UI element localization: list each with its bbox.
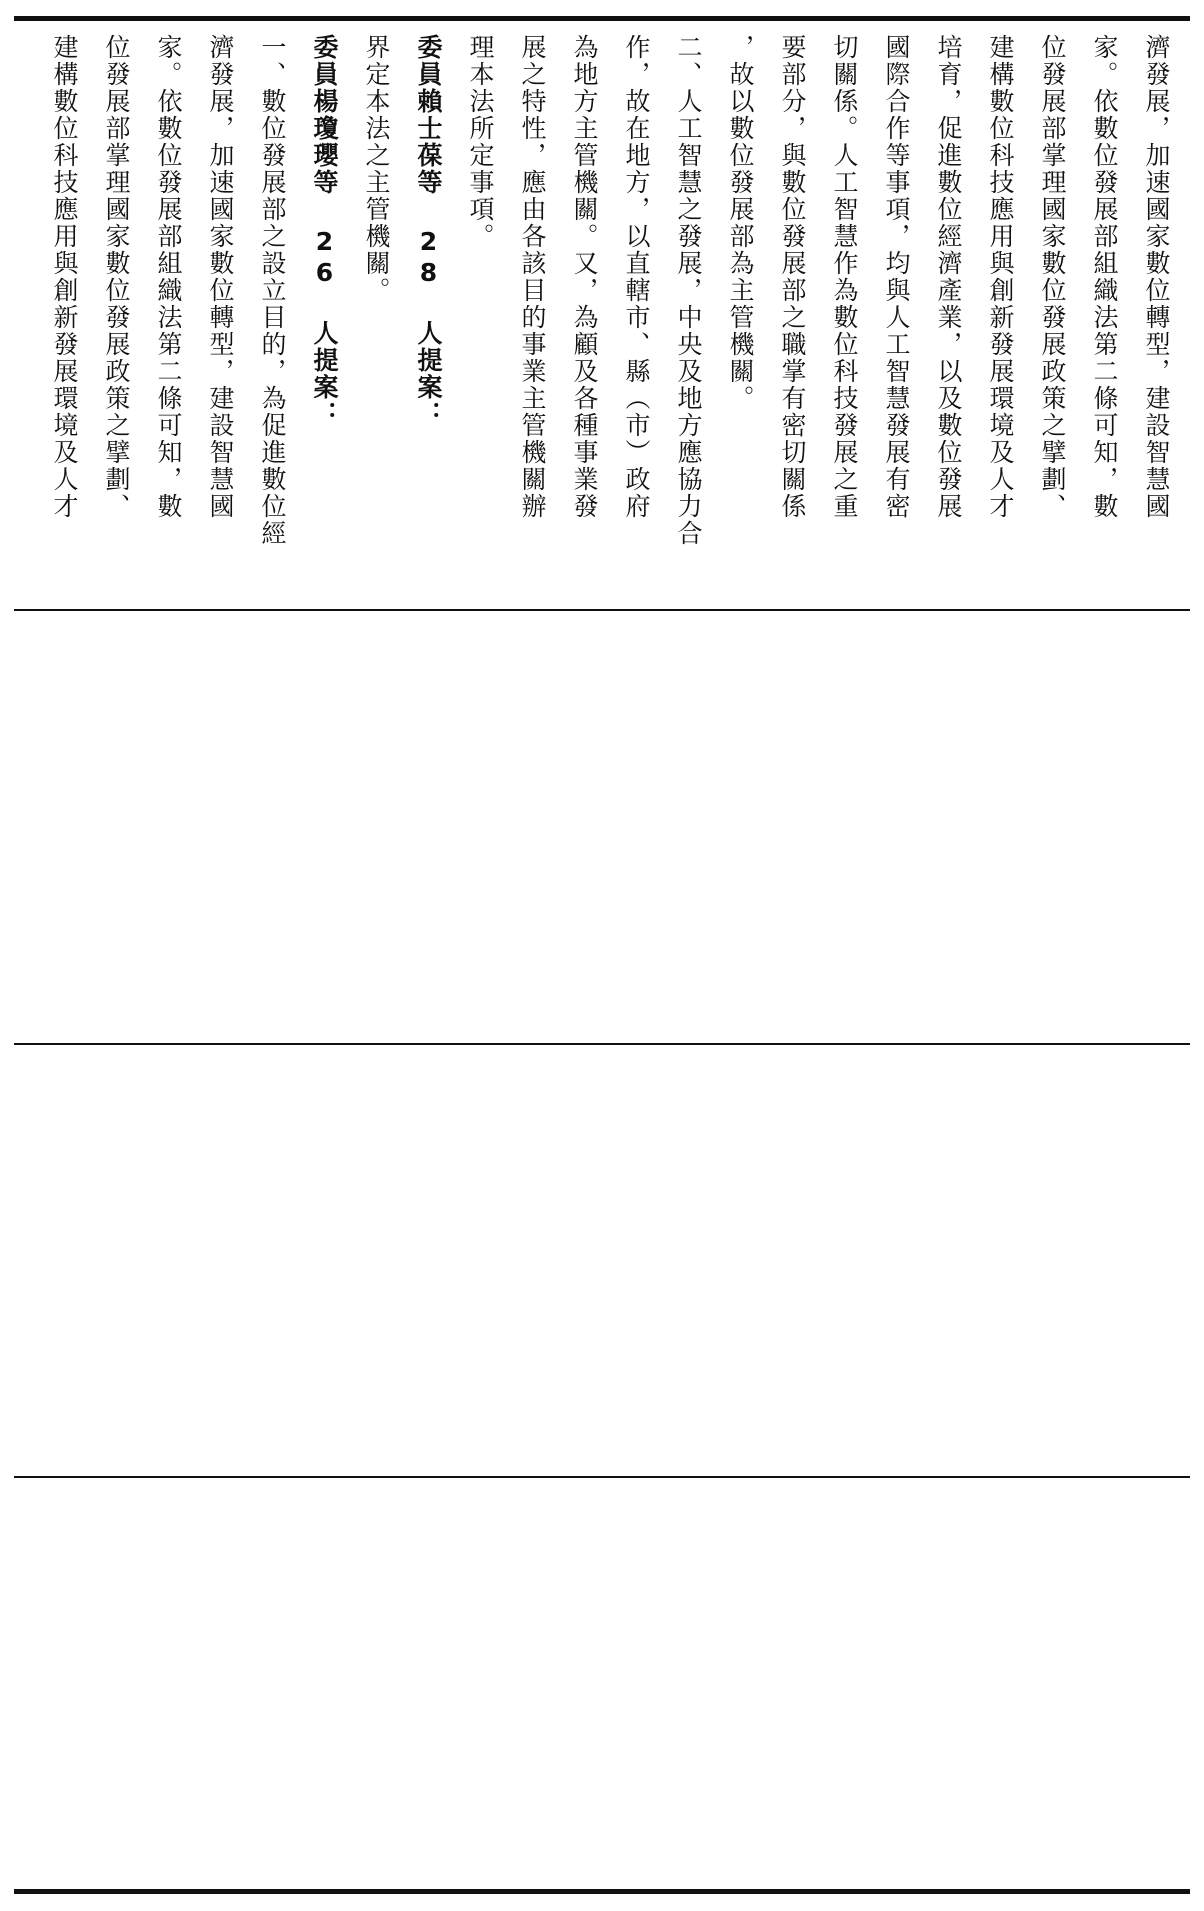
text-line-19: 濟發展，加速國家數位轉型，建設智慧國 — [206, 34, 235, 520]
proposer-heading-2: 委員楊瓊瓔等 26 人提案： — [310, 34, 339, 428]
text-line-10: 二、人工智慧之發展，中央及地方應協力合 — [674, 34, 703, 547]
text-line-16: 界定本法之主管機關。 — [362, 34, 391, 304]
text-line-2: 家。依數位發展部組織法第二條可知，數 — [1090, 34, 1119, 520]
text-line-12: 為地方主管機關。又，為顧及各種事業發 — [570, 34, 599, 520]
proposer-heading-1: 委員賴士葆等 28 人提案： — [414, 34, 443, 428]
text-line-3: 位發展部掌理國家數位發展政策之擘劃、 — [1038, 34, 1067, 520]
empty-section-1 — [14, 612, 1190, 1042]
section-divider-3 — [14, 1476, 1190, 1478]
vertical-text-block — [22, 34, 1182, 594]
section-divider-1 — [14, 609, 1190, 611]
text-line-4: 建構數位科技應用與創新發展環境及人才 — [986, 34, 1015, 520]
text-line-5: 培育，促進數位經濟產業，以及數位發展 — [934, 34, 963, 520]
text-line-18: 一、數位發展部之設立目的，為促進數位經 — [258, 34, 287, 547]
top-rule — [14, 16, 1190, 21]
text-line-21: 位發展部掌理國家數位發展政策之擘劃、 — [102, 34, 131, 520]
text-line-20: 家。依數位發展部組織法第二條可知，數 — [154, 34, 183, 520]
text-line-11: 作，故在地方，以直轄市、縣（市）政府 — [622, 34, 651, 520]
empty-section-2 — [14, 1046, 1190, 1474]
empty-section-3 — [14, 1479, 1190, 1889]
text-line-6: 國際合作等事項，均與人工智慧發展有密 — [882, 34, 911, 520]
text-line-14: 理本法所定事項。 — [466, 34, 495, 250]
text-line-9: ，故以數位發展部為主管機關。 — [726, 34, 755, 412]
text-line-7: 切關係。人工智慧作為數位科技發展之重 — [830, 34, 859, 520]
text-line-8: 要部分，與數位發展部之職掌有密切關係 — [778, 34, 807, 520]
bottom-rule — [14, 1889, 1190, 1894]
section-divider-2 — [14, 1043, 1190, 1045]
text-line-1: 濟發展，加速國家數位轉型，建設智慧國 — [1142, 34, 1171, 520]
text-line-13: 展之特性，應由各該目的事業主管機關辦 — [518, 34, 547, 520]
text-line-22: 建構數位科技應用與創新發展環境及人才 — [50, 34, 79, 520]
